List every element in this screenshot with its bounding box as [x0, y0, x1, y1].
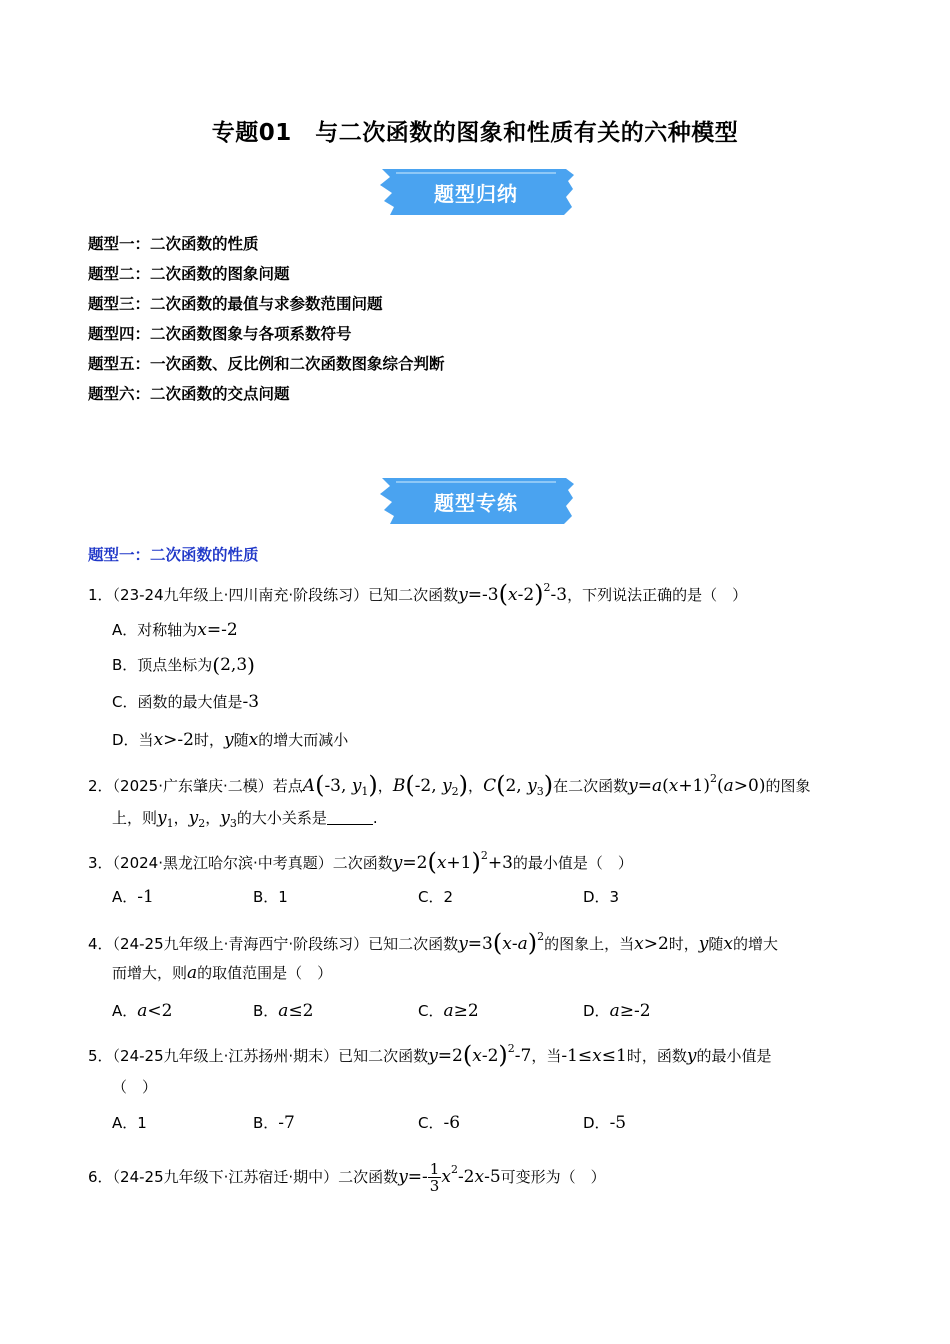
question-2: 2．（2025·广东肇庆·二模）若点A(-3, $y_1$)，B(-2, $y_2$)，C(2, $y_3$)在二次函数$y=a(x+1)^2(a>0)$的图象	[88, 771, 811, 799]
question-1: 1．（23-24九年级上·四川南充·阶段练习）已知二次函数$y=-3(x-2)^2-3$，下列说法正确的是（ ）	[88, 580, 748, 608]
toc-item-5: 题型五：一次函数、反比例和二次函数图象综合判断	[88, 355, 445, 373]
page-title: 专题01 与二次函数的图象和性质有关的六种模型	[211, 120, 739, 146]
banner-label: 题型归纳	[434, 181, 518, 206]
option-b[interactable]: B．1	[253, 888, 288, 906]
toc-item-6: 题型六：二次函数的交点问题	[88, 385, 290, 403]
option-c[interactable]: C．2	[418, 888, 454, 906]
option-a[interactable]: A．a<2	[112, 1001, 173, 1021]
option-b[interactable]: B．-7	[253, 1113, 295, 1133]
option-c[interactable]: C．-6	[418, 1113, 461, 1133]
toc-item-3: 题型三：二次函数的最值与求参数范围问题	[88, 295, 383, 313]
question-6: 6．（24-25九年级下·江苏宿迁·期中）二次函数y=- $\frac{1}{3}$ $x^2-2x-5$可变形为（ ）	[88, 1160, 606, 1195]
section-banner-summary	[376, 167, 576, 217]
option-d[interactable]: D．-5	[583, 1113, 627, 1133]
banner-label: 题型专练	[434, 490, 518, 515]
option-b[interactable]: B．a≤2	[253, 1001, 314, 1021]
question-5-line2: （ ）	[112, 1078, 158, 1096]
question-2-line2: 上，则$y_1$，$y_2$，$y_3$的大小关系是 .	[112, 808, 378, 830]
question-4-line2: 而增大，则a的取值范围是（ ）	[112, 963, 333, 983]
option-a[interactable]: A．-1	[112, 887, 154, 907]
option-d[interactable]: D．当x>-2时，y随x的增大而减小	[112, 730, 349, 750]
question-4: 4．（24-25九年级上·青海西宁·阶段练习）已知二次函数$y=3(x-a)^2$的图象上，当x>2时，y随x的增大	[88, 929, 779, 957]
option-d[interactable]: D．3	[583, 888, 620, 906]
section-banner-practice	[376, 476, 576, 526]
math-formula: $y=-3(x-2)^2-3$	[458, 580, 568, 608]
section-heading-1: 题型一：二次函数的性质	[88, 546, 259, 564]
option-c[interactable]: C．函数的最大值是-3	[112, 692, 260, 712]
toc-item-4: 题型四：二次函数图象与各项系数符号	[88, 325, 352, 343]
option-a[interactable]: A．对称轴为x=-2	[112, 620, 238, 640]
option-b[interactable]: B．顶点坐标为(2,3)	[112, 653, 255, 677]
option-a[interactable]: A．1	[112, 1114, 147, 1132]
question-3: 3．（2024·黑龙江哈尔滨·中考真题）二次函数$y=2(x+1)^2+3$的最小值是（ ）	[88, 848, 633, 876]
option-d[interactable]: D．a≥-2	[583, 1001, 651, 1021]
fraction: $\frac{1}{3}$	[429, 1160, 440, 1195]
option-c[interactable]: C．a≥2	[418, 1001, 479, 1021]
toc-item-1: 题型一：二次函数的性质	[88, 235, 259, 253]
toc-item-2: 题型二：二次函数的图象问题	[88, 265, 290, 283]
question-5: 5．（24-25九年级上·江苏扬州·期末）已知二次函数$y=2(x-2)^2-7$，当-1≤x≤1时，函数y的最小值是	[88, 1041, 772, 1069]
answer-blank[interactable]	[327, 808, 373, 825]
